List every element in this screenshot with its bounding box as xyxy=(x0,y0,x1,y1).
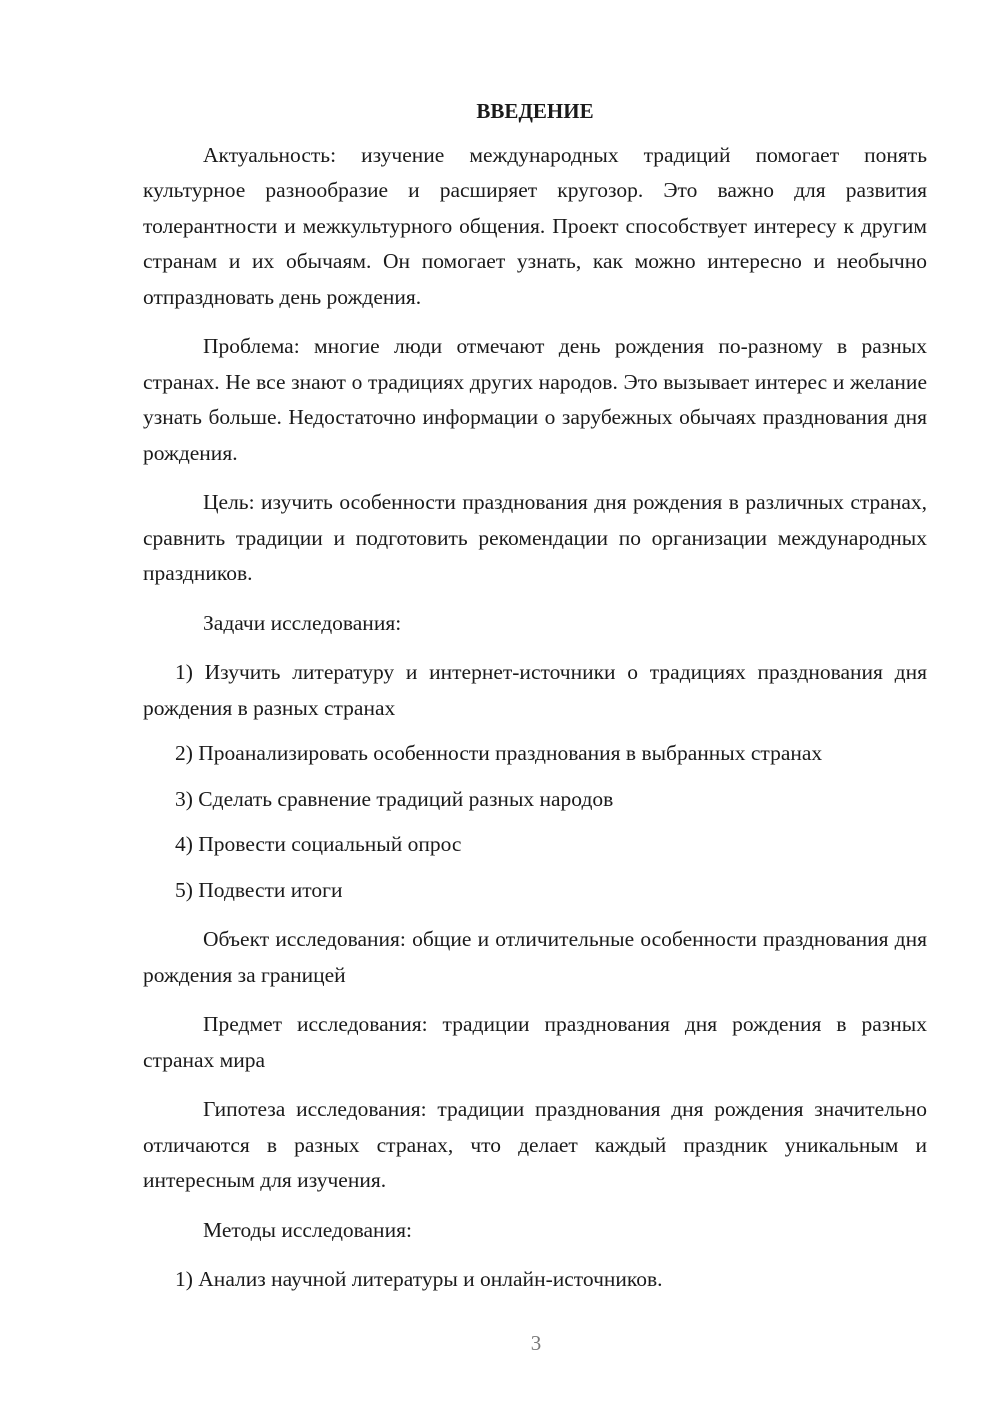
page-number: 3 xyxy=(530,1331,542,1355)
hypothesis-paragraph: Гипотеза исследования: традиции празднования дня рождения значительно отличаются в разных странах, что делает каждый праздник уникальным и интересным для изучения. xyxy=(143,1097,927,1192)
task-item: 5) Подвести итоги xyxy=(175,877,343,902)
method-item: 1) Анализ научной литературы и онлайн-источников. xyxy=(175,1267,663,1291)
document-body xyxy=(143,94,927,1308)
goal-paragraph: Цель: изучить особенности празднования дня рождения в различных странах, сравнить традиции и подготовить рекомендации по организации международных праздников. xyxy=(143,490,927,585)
task-item: 2) Проанализировать особенности празднования в выбранных странах xyxy=(175,741,823,765)
methods-heading: Методы исследования: xyxy=(203,1217,412,1242)
task-item: 3) Сделать сравнение традиций разных народов xyxy=(175,786,614,811)
section-title: ВВЕДЕНИЕ xyxy=(476,99,594,123)
tasks-heading: Задачи исследования: xyxy=(203,610,402,635)
object-paragraph: Объект исследования: общие и отличительные особенности празднования дня рождения за границей xyxy=(143,927,927,987)
problem-paragraph: Проблема: многие люди отмечают день рождения по-разному в разных странах. Не все знают о традициях других народов. Это вызывает интерес и желание узнать больше. Недостаточно информации о зарубежных обычаях празднования дня рождения. xyxy=(143,334,927,465)
task-item: 4) Провести социальный опрос xyxy=(175,832,462,856)
task-item: 1) Изучить литературу и интернет-источники о традициях празднования дня рождения в разных странах xyxy=(143,660,927,720)
relevance-paragraph: Актуальность: изучение международных традиций помогает понять культурное разнообразие и расширяет кругозор. Это важно для развития толерантности и межкультурного общения. Проект способствует интересу к другим странам и их обычаям. Он помогает узнать, как можно интересно и необычно отпраздновать день рождения. xyxy=(143,142,927,309)
subject-paragraph: Предмет исследования: традиции празднования дня рождения в разных странах мира xyxy=(143,1012,927,1072)
